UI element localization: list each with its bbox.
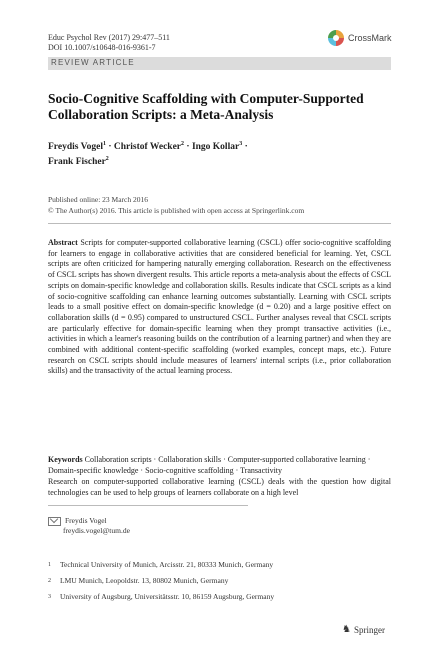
divider: [48, 223, 391, 224]
article-title: Socio-Cognitive Scaffolding with Computer-Supported Collaboration Scripts: a Meta-Analysis: [48, 91, 364, 122]
affiliation-item: [48, 560, 391, 570]
section-bar: [48, 57, 391, 70]
author-affiliation-marker: 3: [239, 141, 243, 147]
author-name[interactable]: Christof Wecker: [113, 142, 182, 153]
affiliation-text: LMU Munich, Leopoldstr. 13, 80802 Munich, Germany: [60, 576, 229, 585]
affiliation-text: University of Augsburg, Universitätsstr. 10, 86159 Augsburg, Germany: [60, 592, 275, 601]
crossmark-badge[interactable]: [328, 29, 408, 47]
author-list: Freydis Vogel$^1$ · Christof Wecker$^2$ · Ingo Kollar$^3$ · Frank Fischer$^2$: [48, 141, 248, 168]
affiliation-item: [48, 576, 391, 586]
section-label: REVIEW ARTICLE: [51, 58, 135, 67]
journal-citation: Educ Psychol Rev (2017) 29:477–511: [48, 33, 170, 42]
author-name[interactable]: Freydis Vogel: [48, 142, 103, 153]
author-name[interactable]: Ingo Kollar: [191, 142, 240, 153]
envelope-icon: [48, 517, 61, 526]
affiliation-text: Technical University of Munich, Arcisstr. 21, 80333 Munich, Germany: [60, 560, 274, 569]
contact-name: Freydis Vogel: [65, 516, 107, 525]
keywords: [48, 455, 391, 476]
journal-info: [48, 33, 170, 53]
affiliation-number: 2: [48, 578, 51, 584]
affiliation-number: 3: [48, 594, 51, 600]
published-date: Published online: 23 March 2016: [48, 195, 148, 204]
copyright-notice: © The Author(s) 2016. This article is published with open access at Springerlink.com: [48, 206, 305, 215]
keywords-label: Keywords: [48, 455, 83, 464]
abstract-label: Abstract: [48, 238, 78, 247]
affiliation-number: 1: [48, 562, 51, 568]
publisher-logo: [342, 624, 385, 635]
keywords-text: Collaboration scripts · Collaboration skills · Computer-supported collaborative learning · Domain-specific knowledge · Socio-cognitive scaffolding · Transactivity: [48, 455, 371, 475]
crossmark-label: CrossMark: [348, 33, 392, 43]
contact-email[interactable]: freydis.vogel@tum.de: [63, 526, 130, 535]
affiliation-item: [48, 592, 391, 602]
author-affiliation-marker: 1: [102, 141, 106, 147]
abstract-text: Scripts for computer-supported collaborative learning (CSCL) offer socio-cognitive scaffolding for learners to engage in collaborative activities that are considered beneficial for learning. Yet, CSCL scripts are often criticized for hampering naturally emerging collaboration. Research on the effectiveness of CSCL scripts has shown divergent results. This article reports a meta-analysis about the effects of CSCL scripts on domain-specific knowledge and collaboration skills. Results indicate that CSCL scripts as a kind of socio-cognitive scaffolding can enhance learning outcomes substantially. Learning with CSCL scripts leads to a small positive effect on domain-specific knowledge (d = 0.20) and a large positive effect on collaboration skills (d = 0.95) compared to unstructured CSCL. Further analyses reveal that CSCL scripts are particularly effective for domain-specific learning when they prompt transactive activities (i.e., activities in which a learner's reasoning builds on the contribution of a learning partner) and when they are combined with additional content-specific scaffolding (worked examples, concept maps, etc.). Future research on CSCL scripts should include measures of learners' internal scripts (i.e., prior collaboration skills) and the transactivity of the actual learning process.: [48, 238, 392, 376]
author-affiliation-marker: 2: [105, 156, 109, 163]
crossmark-icon: [328, 30, 344, 46]
journal-doi: DOI 10.1007/s10648-016-9361-7: [48, 43, 156, 52]
author-affiliation-marker: 2: [181, 141, 185, 147]
author-name[interactable]: Frank Fischer: [48, 157, 106, 168]
corresponding-author: [48, 516, 348, 536]
body-paragraph: Research on computer-supported collaborative learning (CSCL) deals with the question how digital technologies can be used to help groups of learners collaborate on a high level: [48, 477, 391, 497]
footnote-divider: [48, 505, 248, 506]
abstract: [48, 238, 391, 377]
springer-horse-icon: ♞: [342, 624, 351, 635]
publisher-name: Springer: [353, 624, 385, 635]
publication-info: [48, 194, 388, 216]
